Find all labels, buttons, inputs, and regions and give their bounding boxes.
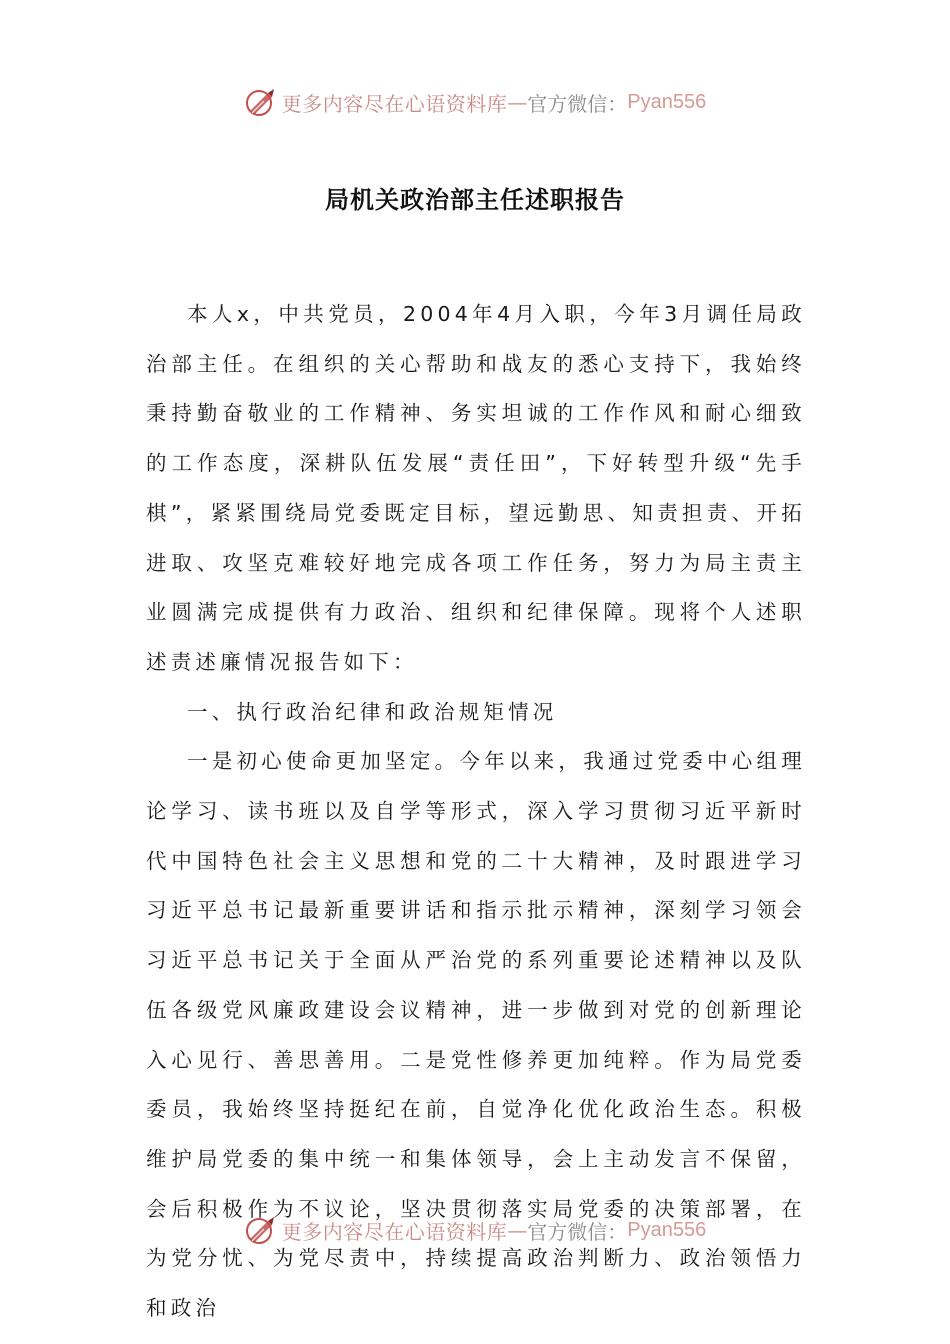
paragraph-intro: 本人x，中共党员，2004年4月入职，今年3月调任局政治部主任。在组织的关心帮助和战友的悉心支持下，我始终秉持勤奋敬业的工作精神、务实坦诚的工作作风和耐心细致的工作态度，深耕队伍发展“责任田”，下好转型升级“先手棋”，紧紧围绕局党委既定目标，望远勤思、知责担责、开拓进取、攻坚克难较好地完成各项工作任务，努力为局主责主业圆满完成提供有力政治、组织和纪律保障。现将个人述职述责述廉情况报告如下： [146, 302, 806, 674]
watermark-wechat-id: Pyan556 [627, 90, 707, 113]
section-heading: 一、执行政治纪律和政治规矩情况 [187, 699, 558, 724]
watermark-text: 更多内容尽在心语资料库 [281, 1219, 508, 1244]
paragraph-section-one: 一是初心使命更加坚定。今年以来，我通过党委中心组理论学习、读书班以及自学等形式，深入学习贯彻习近平新时代中国特色社会主义思想和党的二十大精神，及时跟进学习习近平总书记最新重要讲话和指示批示精神，深刻学习领会习近平总书记关于全面从严治党的系列重要论述精神以及队伍各级党风廉政建设会议精神，进一步做到对党的创新理论入心见行、善思善用。二是党性修养更加纯粹。作为局党委委员，我始终坚持挺纪在前，自觉净化优化政治生态。积极维护局党委的集中统一和集体领导，会上主动发言不保留，会后积极作为不议论，坚决贯彻落实局党委的决策部署，在为党分忧、为党尽责中，持续提高政治判断力、政治领悟力和政治 [146, 749, 806, 1321]
watermark-label: 官方微信： [527, 1219, 628, 1244]
watermark-separator: — [507, 90, 528, 114]
document-title: 局机关政治部主任述职报告 [325, 186, 625, 214]
document-body [146, 290, 806, 1334]
watermark-label: 官方微信： [527, 91, 628, 116]
header-watermark [0, 82, 950, 122]
pen-nib-logo-icon [244, 85, 278, 119]
footer-watermark [0, 1210, 950, 1250]
watermark-wechat-id: Pyan556 [627, 1218, 707, 1241]
pen-nib-logo-icon [244, 1213, 278, 1247]
watermark-text: 更多内容尽在心语资料库 [281, 91, 508, 116]
watermark-separator: — [507, 1218, 528, 1242]
